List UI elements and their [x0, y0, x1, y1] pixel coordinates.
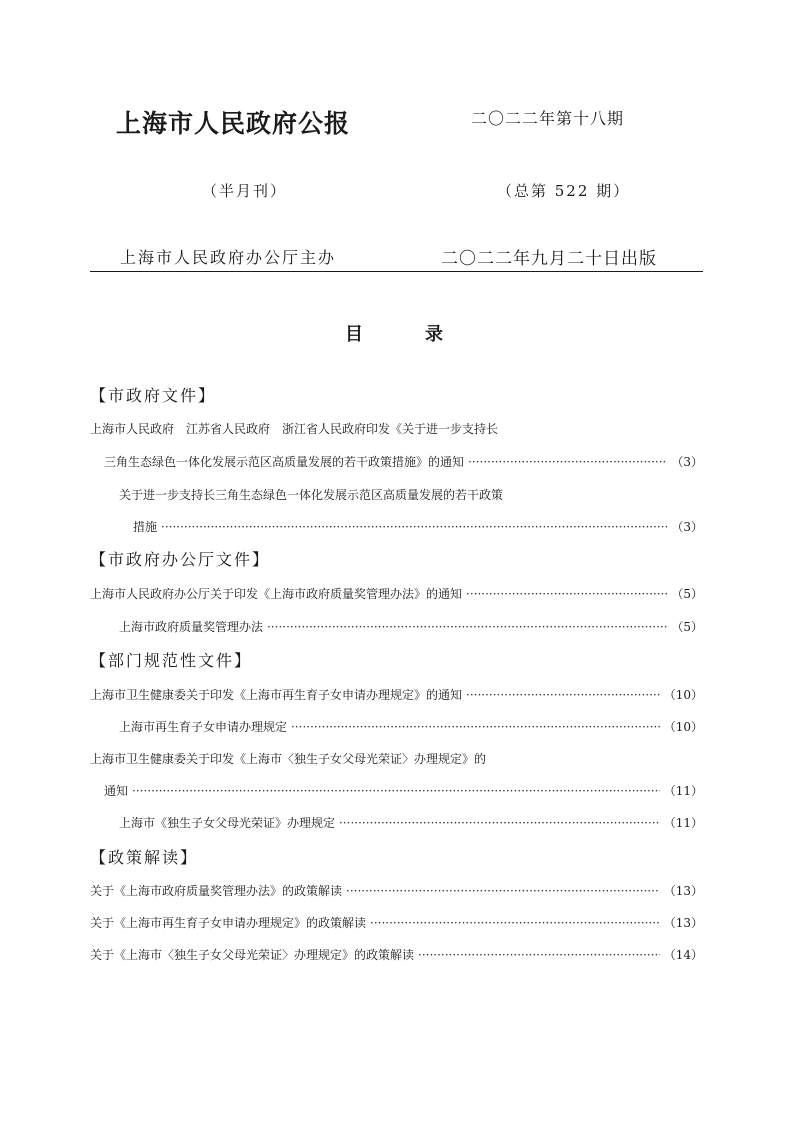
toc-page-number: （11）	[663, 816, 703, 830]
leader-dots	[466, 587, 667, 601]
section-heading: 【市政府办公厅文件】	[90, 550, 271, 569]
toc-page-number: （3）	[671, 455, 703, 469]
toc-page-number: （5）	[671, 587, 703, 601]
toc-title-left: 目	[345, 324, 363, 345]
leader-dots	[418, 948, 660, 962]
toc-page-number: （5）	[671, 620, 703, 634]
toc-page-number: （14）	[663, 948, 703, 962]
toc-page-number: （11）	[663, 784, 703, 798]
toc-entry[interactable]	[133, 518, 703, 535]
section-heading: 【部门规范性文件】	[90, 651, 253, 670]
toc-entry-text: 上海市政府质量奖管理办法	[119, 620, 264, 634]
toc-entry-text: 上海市再生育子女申请办理规定	[119, 720, 288, 734]
toc-page-number: （13）	[663, 916, 703, 930]
toc-entry-text: 通知	[104, 784, 129, 798]
toc-entry[interactable]	[90, 882, 703, 899]
leader-dots	[291, 720, 660, 734]
leader-dots	[132, 784, 660, 798]
leader-dots	[346, 884, 660, 898]
toc-entry[interactable]	[119, 486, 703, 503]
sponsor: 上海市人民政府办公厅主办	[120, 248, 337, 267]
toc-page-number: （3）	[671, 520, 703, 534]
toc-entry-text: 上海市卫生健康委关于印发《上海市〈独生子女父母光荣证〉办理规定》的	[90, 752, 487, 766]
total-issue-number: （总第 522 期）	[497, 182, 631, 200]
toc-entry-text: 上海市卫生健康委关于印发《上海市再生育子女申请办理规定》的通知	[90, 688, 463, 702]
toc-page-number: （10）	[663, 720, 703, 734]
toc-entry[interactable]	[90, 585, 703, 602]
leader-dots	[468, 455, 667, 469]
toc-entry-text: 三角生态绿色一体化发展示范区高质量发展的若干政策措施》的通知	[104, 455, 465, 469]
toc-entry-text: 关于进一步支持长三角生态绿色一体化发展示范区高质量发展的若干政策	[119, 488, 504, 502]
toc-page-number: （13）	[663, 884, 703, 898]
header-divider	[90, 271, 703, 272]
toc-entry-text: 上海市人民政府办公厅关于印发《上海市政府质量奖管理办法》的通知	[90, 587, 463, 601]
section-heading: 【政策解读】	[90, 848, 199, 867]
toc-entry[interactable]	[119, 618, 703, 635]
publication-frequency: （半月刊）	[202, 182, 288, 200]
toc-entry-text: 关于《上海市再生育子女申请办理规定》的政策解读	[90, 916, 367, 930]
toc-entry[interactable]	[90, 914, 703, 931]
publish-date: 二〇二二年九月二十日出版	[441, 249, 657, 269]
toc-entry-text: 关于《上海市〈独生子女父母光荣证〉办理规定》的政策解读	[90, 948, 415, 962]
toc-entry-text: 上海市《独生子女父母光荣证》办理规定	[119, 816, 336, 830]
toc-entry[interactable]	[90, 686, 703, 703]
toc-entry[interactable]	[104, 782, 703, 799]
toc-entry[interactable]	[119, 718, 703, 735]
toc-title	[345, 320, 443, 346]
toc-title-right: 录	[425, 324, 443, 345]
leader-dots	[370, 916, 660, 930]
toc-entry-text: 关于《上海市政府质量奖管理办法》的政策解读	[90, 884, 343, 898]
toc-entry[interactable]	[104, 453, 703, 470]
leader-dots	[161, 520, 667, 534]
section-heading: 【市政府文件】	[90, 386, 217, 405]
issue-number: 二〇二二年第十八期	[471, 109, 625, 128]
gazette-title: 上海市人民政府公报	[116, 109, 351, 138]
toc-entry[interactable]	[90, 946, 703, 963]
leader-dots	[339, 816, 660, 830]
leader-dots	[466, 688, 660, 702]
toc-entry-text: 上海市人民政府 江苏省人民政府 浙江省人民政府印发《关于进一步支持长	[90, 422, 499, 436]
toc-entry[interactable]	[119, 814, 703, 831]
toc-entry[interactable]	[90, 750, 703, 767]
toc-entry-text: 措施	[133, 520, 158, 534]
toc-page-number: （10）	[663, 688, 703, 702]
toc-entry[interactable]	[90, 420, 703, 437]
leader-dots	[267, 620, 667, 634]
